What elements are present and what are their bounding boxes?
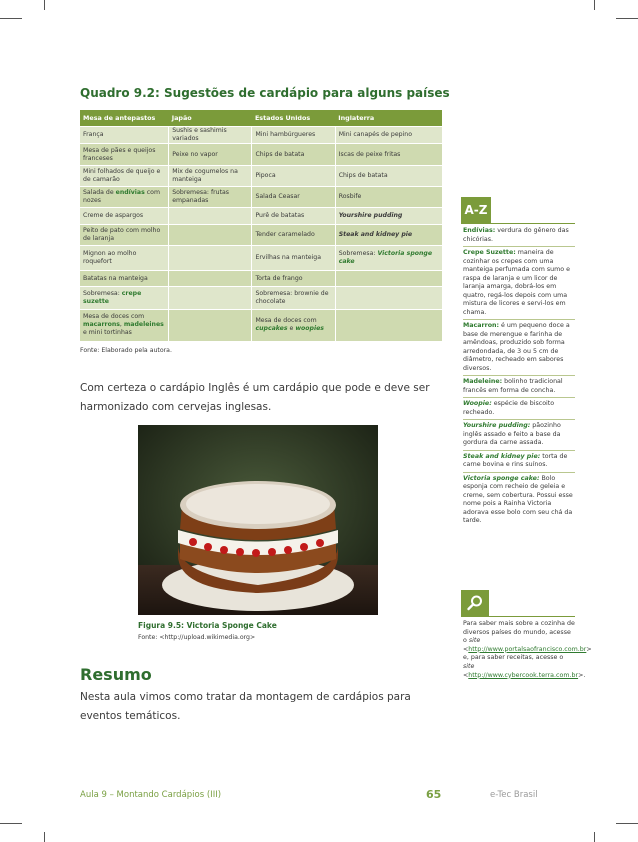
table-cell [335,310,442,341]
table-cell: Salada Ceasar [252,187,335,208]
more-text: > e, para saber receitas, acesse o [463,645,592,662]
glossary-badge: A-Z [461,197,491,223]
glossary-term: Macarron: [463,322,500,329]
table-row [80,310,442,341]
crop-mark [0,18,22,19]
table-cell: Rosbife [335,187,442,208]
table-cell [169,225,252,246]
table-cell: Pipoca [252,166,335,187]
cell-text: Mesa de doces com [83,313,145,321]
cell-highlight: cupcakes [255,325,288,333]
glossary-entry [463,475,575,526]
table-cell: Mini folhados de queijo e de camarão [80,166,169,187]
glossary-term: Steak and kidney pie: [463,452,541,460]
table-cell: Purê de batatas [252,208,335,225]
crop-mark [616,823,638,824]
table-row [80,144,442,166]
glossary-term: Crepe Suzette: [463,249,516,256]
divider [461,616,575,617]
table-cell: Ervilhas na manteiga [252,246,335,271]
glossary-definition: verdura do gênero das chicórias. [463,227,569,243]
table-cell: Mini hambúrgueres [252,127,335,144]
column-header: Inglaterra [335,110,442,127]
cell-text: , [119,321,124,329]
column-header: Mesa de antepastos [80,110,169,127]
glossary-definition: Bolo esponja com recheio de geleia e creme, sem cobertura. Possui esse nome pois a Rainha Victoria adorava esse bolo com seu chá da tarde. [463,474,573,524]
glossary-term: Woopie: [463,400,492,407]
cell-text: Salada de [83,189,116,196]
more-info [463,620,592,680]
glossary-entry [463,249,575,317]
magnifier-icon [466,594,484,612]
more-text: < [463,645,469,653]
more-text: Para saber mais sobre a cozinha de diversos países do mundo, acesse o [463,620,575,645]
glossary-term: Yourshire pudding: [463,422,531,429]
glossary-definition: é um pequeno doce a base de merengue e farinha de amêndoas, produzido sob forma arredondada, de 3 ou 5 cm de diâmetro, recheado em sabores diversos. [463,322,570,372]
table-cell: Yourshire pudding [335,208,442,225]
table-cell [169,310,252,341]
footer-brand: e-Tec Brasil [490,790,538,800]
cell-text: e [287,325,296,333]
cake-photo [138,425,378,615]
section-heading: Resumo [80,665,152,684]
cell-text: com nozes [83,189,160,204]
table-row [80,208,442,225]
figure-caption: Figura 9.5: Victoria Sponge Cake [138,621,277,630]
cell-highlight: crepe suzette [83,290,142,305]
glossary-definition: espécie de biscoito recheado. [463,400,555,416]
table-cell [252,310,335,341]
glossary-entry [463,400,575,417]
glossary-entry [463,322,575,373]
table-cell [335,271,442,287]
more-text: site [463,662,475,670]
more-text: < [463,671,469,679]
menu-table [80,110,442,341]
table-cell: Chips de batata [335,166,442,187]
cell-highlight: macarrons [83,321,120,329]
table-row [80,166,442,187]
crop-mark [44,0,45,10]
body-paragraph: Com certeza o cardápio Inglês é um cardápio que pode e deve ser harmonizado com cervejas inglesas. [80,382,430,413]
cell-highlight: madeleines [123,321,164,329]
table-source: Fonte: Elaborado pela autora. [80,347,172,354]
cell-highlight: endívias [115,189,145,196]
glossary-entry [463,422,575,448]
table-title: Quadro 9.2: Sugestões de cardápio para alguns países [80,86,450,100]
crop-mark [594,832,595,842]
table-cell [169,271,252,287]
column-header: Japão [169,110,252,127]
table-cell [80,310,169,341]
divider [461,223,575,224]
table-cell: Batatas na manteiga [80,271,169,287]
cell-text: Mesa de doces com [255,317,317,325]
figure-source: Fonte: <http://upload.wikimedia.org> [138,634,256,641]
divider [463,450,575,451]
table-cell [169,246,252,271]
glossary-definition: maneira de cozinhar os crepes com uma manteiga perfumada com sumo e raspa de laranja e um licor de laranja amarga, dobrá-los em quatro, regá-los depois com uma mistura de licores e servi-los em chama. [463,249,571,316]
glossary-term: Madeleine: [463,378,503,385]
link-cybercook[interactable]: http://www.cybercook.terra.com.br [468,671,579,679]
cell-text: Sobremesa: [338,250,378,257]
glossary-entry [463,378,575,395]
table-row [80,225,442,246]
glossary-definition: torta de carne bovina e rins suínos. [463,452,568,468]
more-text: site [468,637,481,645]
table-cell: Chips de batata [252,144,335,166]
link-portalsaofrancisco[interactable]: http://www.portalsaofrancisco.com.br [468,645,587,653]
table-cell: Sushis e sashimis variados [169,127,252,144]
glossary-list [463,227,575,526]
glossary-term: Victoria sponge cake: [463,474,540,482]
table-cell: Sobremesa: brownie de chocolate [252,287,335,310]
table-cell [80,287,169,310]
table-cell [335,287,442,310]
table-cell: Sobremesa: frutas empanadas [169,187,252,208]
summary-paragraph: Nesta aula vimos como tratar da montagem de cardápios para eventos temáticos. [80,691,411,722]
crop-mark [0,823,22,824]
table-row [80,187,442,208]
search-icon [461,590,489,616]
divider [463,246,575,247]
crop-mark [594,0,595,10]
cell-text: Sobremesa: [83,290,122,297]
table-cell: Creme de aspargos [80,208,169,225]
glossary-term: Endívias: [463,227,496,234]
table-cell: Mesa de pães e queijos franceses [80,144,169,166]
cell-highlight: woopies [295,325,324,333]
table-cell: França [80,127,169,144]
glossary-definition: bolinho tradicional francês em forma de concha. [463,378,563,394]
divider [463,397,575,398]
glossary-entry [463,453,575,470]
table-cell: Iscas de peixe fritas [335,144,442,166]
glossary-entry [463,227,575,244]
table-row [80,127,442,144]
table-cell: Tender caramelado [252,225,335,246]
table-cell [169,287,252,310]
table-row [80,287,442,310]
footer-lesson: Aula 9 – Montando Cardápios (III) [80,790,222,800]
divider [463,319,575,320]
table-cell [169,208,252,225]
table-row [80,271,442,287]
glossary-definition: pãozinho inglês assado e feito a base da gordura da carne assada. [463,422,561,446]
crop-mark [44,832,45,842]
table-row [80,246,442,271]
table-cell: Torta de frango [252,271,335,287]
crop-mark [616,18,638,19]
table-header-row [80,110,442,127]
cell-highlight: Victoria sponge cake [338,250,433,265]
table-cell: Peixe no vapor [169,144,252,166]
table-cell: Mini canapés de pepino [335,127,442,144]
table-cell [335,246,442,271]
divider [463,419,575,420]
cell-text: e mini tortinhas [83,329,132,337]
divider [463,472,575,473]
table-cell: Mignon ao molho roquefort [80,246,169,271]
table-cell: Mix de cogumelos na manteiga [169,166,252,187]
divider [463,375,575,376]
table-cell: Steak and kidney pie [335,225,442,246]
table-cell: Peito de pato com molho de laranja [80,225,169,246]
page-number: 65 [426,788,442,801]
table-cell [80,187,169,208]
more-text: >. [578,671,586,679]
column-header: Estados Unidos [252,110,335,127]
